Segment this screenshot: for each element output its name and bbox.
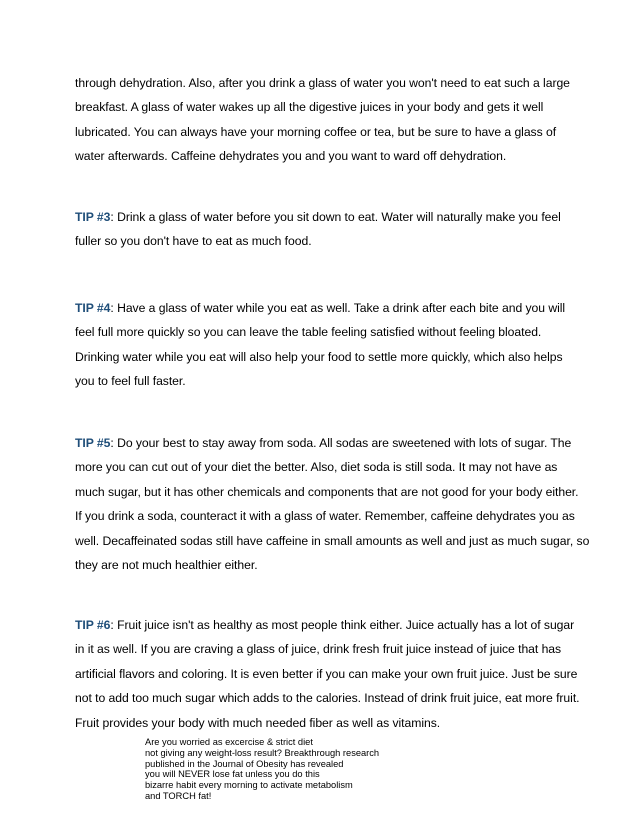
ad-line: not giving any weight-loss result? Breakthrough research bbox=[145, 747, 380, 758]
paragraph-line: lubricated. You can always have your morning coffee or tea, but be sure to have a glass of bbox=[75, 124, 557, 139]
paragraph-line: breakfast. A glass of water wakes up all the digestive juices in your body and gets it well bbox=[75, 100, 544, 115]
paragraph-line: through dehydration. Also, after you drink a glass of water you won't need to eat such a large bbox=[75, 76, 570, 90]
tip-text: : Fruit juice isn't as healthy as most people think either. Juice actually has a lot of sugar bbox=[110, 618, 575, 632]
paragraph-line: much sugar, but it has other chemicals and components that are not good for your body either. bbox=[75, 484, 579, 499]
paragraph-line bbox=[75, 431, 575, 455]
paragraph-line bbox=[75, 296, 575, 320]
tip-5-paragraph bbox=[75, 431, 590, 577]
paragraph-line: well. Decaffeinated sodas still have caffeine in small amounts as well and just as much sugar, so bbox=[75, 533, 590, 548]
tip-4-paragraph bbox=[75, 296, 575, 394]
paragraph-line: artificial flavors and coloring. It is even better if you can make your own fruit juice. Just be sure bbox=[75, 666, 578, 681]
intro-paragraph bbox=[75, 71, 575, 169]
tip-label: TIP #4 bbox=[75, 301, 111, 315]
ad-text-block bbox=[145, 737, 445, 802]
paragraph-line: more you can cut out of your diet the better. Also, diet soda is still soda. It may not have as bbox=[75, 460, 558, 475]
tip-text: : Drink a glass of water before you sit down to eat. Water will naturally make you feel bbox=[110, 210, 561, 224]
paragraph-line: If you drink a soda, counteract it with a glass of water. Remember, caffeine dehydrates you as bbox=[75, 509, 575, 524]
tip-label: TIP #5 bbox=[75, 436, 111, 450]
tip-3-paragraph bbox=[75, 205, 575, 254]
tip-label: TIP #6 bbox=[75, 618, 111, 632]
paragraph-line: Drinking water while you eat will also help your food to settle more quickly, which also helps bbox=[75, 349, 563, 364]
paragraph-line: they are not much healthier either. bbox=[75, 558, 258, 573]
ad-line: you will NEVER lose fat unless you do this bbox=[145, 769, 320, 780]
ad-line: published in the Journal of Obesity has revealed bbox=[145, 758, 344, 769]
paragraph-line: fuller so you don't have to eat as much food. bbox=[75, 234, 312, 249]
ad-line: Are you worried as excercise & strict diet bbox=[145, 737, 313, 747]
tip-text: : Do your best to stay away from soda. All sodas are sweetened with lots of sugar. The bbox=[110, 436, 572, 450]
paragraph-line: in it as well. If you are craving a glass of juice, drink fresh fruit juice instead of juice that has bbox=[75, 642, 562, 657]
paragraph-line: water afterwards. Caffeine dehydrates you and you want to ward off dehydration. bbox=[75, 149, 507, 164]
tip-6-paragraph bbox=[75, 613, 580, 735]
tip-text: : Have a glass of water while you eat as well. Take a drink after each bite and you will bbox=[110, 301, 566, 315]
tip-label: TIP #3 bbox=[75, 210, 111, 224]
paragraph-line bbox=[75, 613, 575, 637]
paragraph-line: you to feel full faster. bbox=[75, 374, 186, 389]
ad-line: and TORCH fat! bbox=[145, 790, 212, 801]
paragraph-line: Fruit provides your body with much needed fiber as well as vitamins. bbox=[75, 715, 441, 730]
paragraph-line: feel full more quickly so you can leave the table feeling satisfied without feeling bloated. bbox=[75, 325, 542, 340]
ad-line: bizarre habit every morning to activate metabolism bbox=[145, 780, 353, 791]
paragraph-line bbox=[75, 205, 575, 229]
paragraph-line: not to add too much sugar which adds to the calories. Instead of drink fruit juice, eat more fruit. bbox=[75, 691, 580, 706]
